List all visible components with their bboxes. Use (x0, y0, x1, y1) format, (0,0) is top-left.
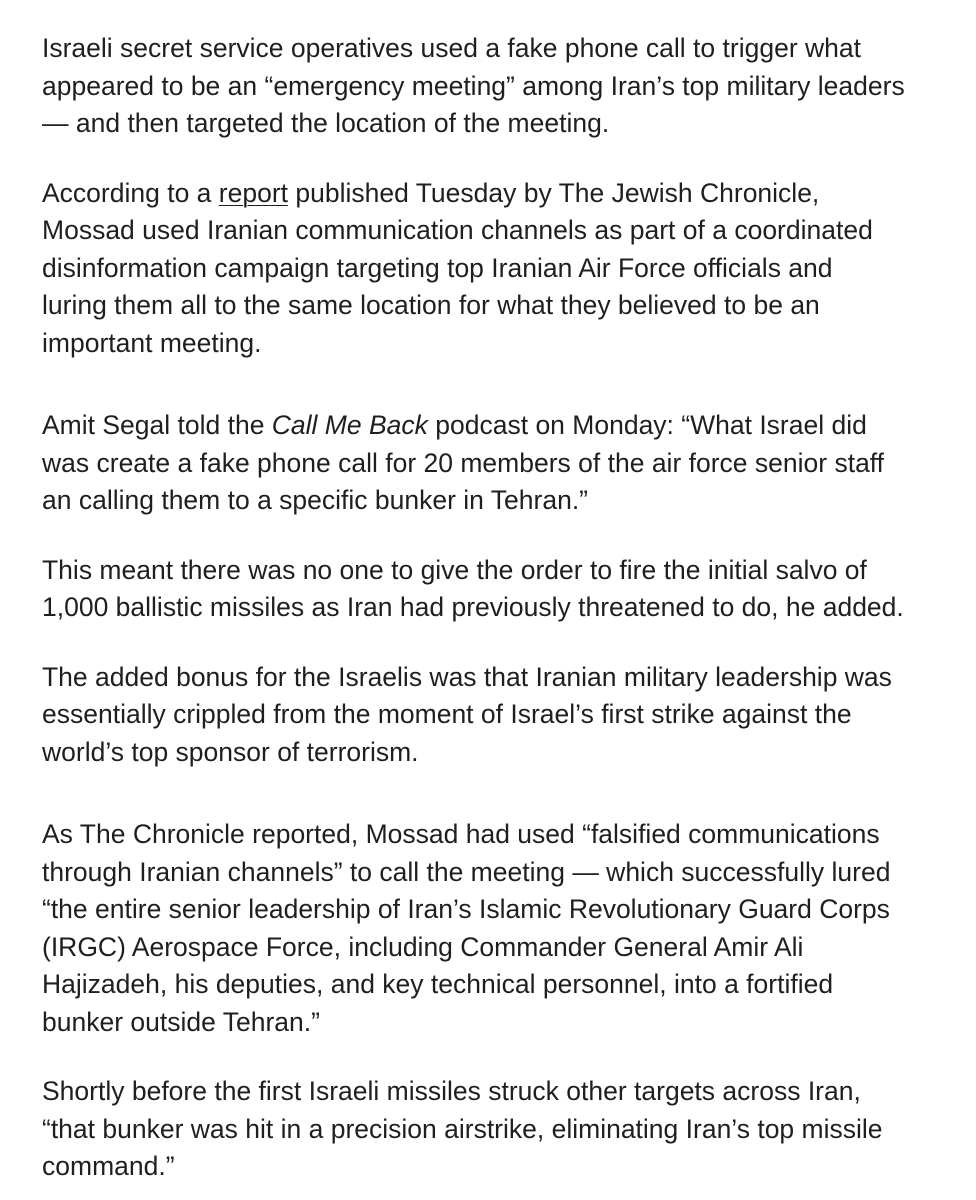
text-line: world’s top sponsor of terrorism. (42, 736, 419, 767)
text-line: disinformation campaign targeting top Iranian Air Force officials and (42, 252, 833, 283)
text-line: essentially crippled from the moment of Israel’s first strike against the (42, 699, 852, 729)
text-line: The added bonus for the Israelis was that Iranian military leadership was (42, 661, 892, 692)
paragraph-bonus (42, 659, 962, 772)
text-line: luring them all to the same location for what they believed to be an (42, 290, 820, 320)
article-body (42, 30, 962, 1186)
text-line: Shortly before the first Israeli missiles struck other targets across Iran, (42, 1076, 861, 1106)
text-line: Hajizadeh, his deputies, and key technical personnel, into a fortified (42, 969, 834, 999)
paragraph-report (42, 175, 962, 363)
text-segment: According to a (42, 177, 219, 208)
text-line: (IRGC) Aerospace Force, including Commander General Amir Ali (42, 931, 804, 962)
text-line: As The Chronicle reported, Mossad had used “falsified communications (42, 819, 880, 849)
paragraph-salvo (42, 552, 962, 627)
text-line: “the entire senior leadership of Iran’s Islamic Revolutionary Guard Corps (42, 894, 890, 924)
text-line: important meeting. (42, 327, 262, 358)
text-segment: Amit Segal told the (42, 410, 272, 440)
paragraph-intro (42, 30, 962, 143)
text-line: — and then targeted the location of the meeting. (42, 108, 610, 138)
text-line: through Iranian channels” to call the meeting — which successfully lured (42, 856, 891, 887)
text-line: 1,000 ballistic missiles as Iran had previously threatened to do, he added. (42, 592, 904, 622)
text-line: was create a fake phone call for 20 members of the air force senior staff (42, 447, 885, 478)
text-line: bunker outside Tehran.” (42, 1006, 320, 1037)
text-line: “that bunker was hit in a precision airstrike, eliminating Iran’s top missile (42, 1113, 883, 1144)
text-line (42, 407, 962, 445)
report-link[interactable]: report (218, 177, 289, 208)
text-line: Mossad used Iranian communication channels as part of a coordinated (42, 215, 873, 245)
text-line: command.” (42, 1151, 175, 1181)
text-segment: podcast on Monday: “What Israel did (427, 410, 867, 440)
text-line: Israeli secret service operatives used a fake phone call to trigger what (42, 33, 861, 63)
text-line (42, 175, 962, 213)
text-segment: published Tuesday by The Jewish Chronicle, (288, 177, 820, 208)
paragraph-quote-segal (42, 407, 962, 520)
podcast-title: Call Me Back (271, 410, 428, 440)
text-line: an calling them to a specific bunker in Tehran.” (42, 485, 589, 515)
text-line: This meant there was no one to give the order to fire the initial salvo of (42, 554, 867, 585)
paragraph-airstrike (42, 1073, 962, 1186)
text-line: appeared to be an “emergency meeting” among Iran’s top military leaders (42, 70, 905, 101)
paragraph-chronicle (42, 816, 962, 1041)
